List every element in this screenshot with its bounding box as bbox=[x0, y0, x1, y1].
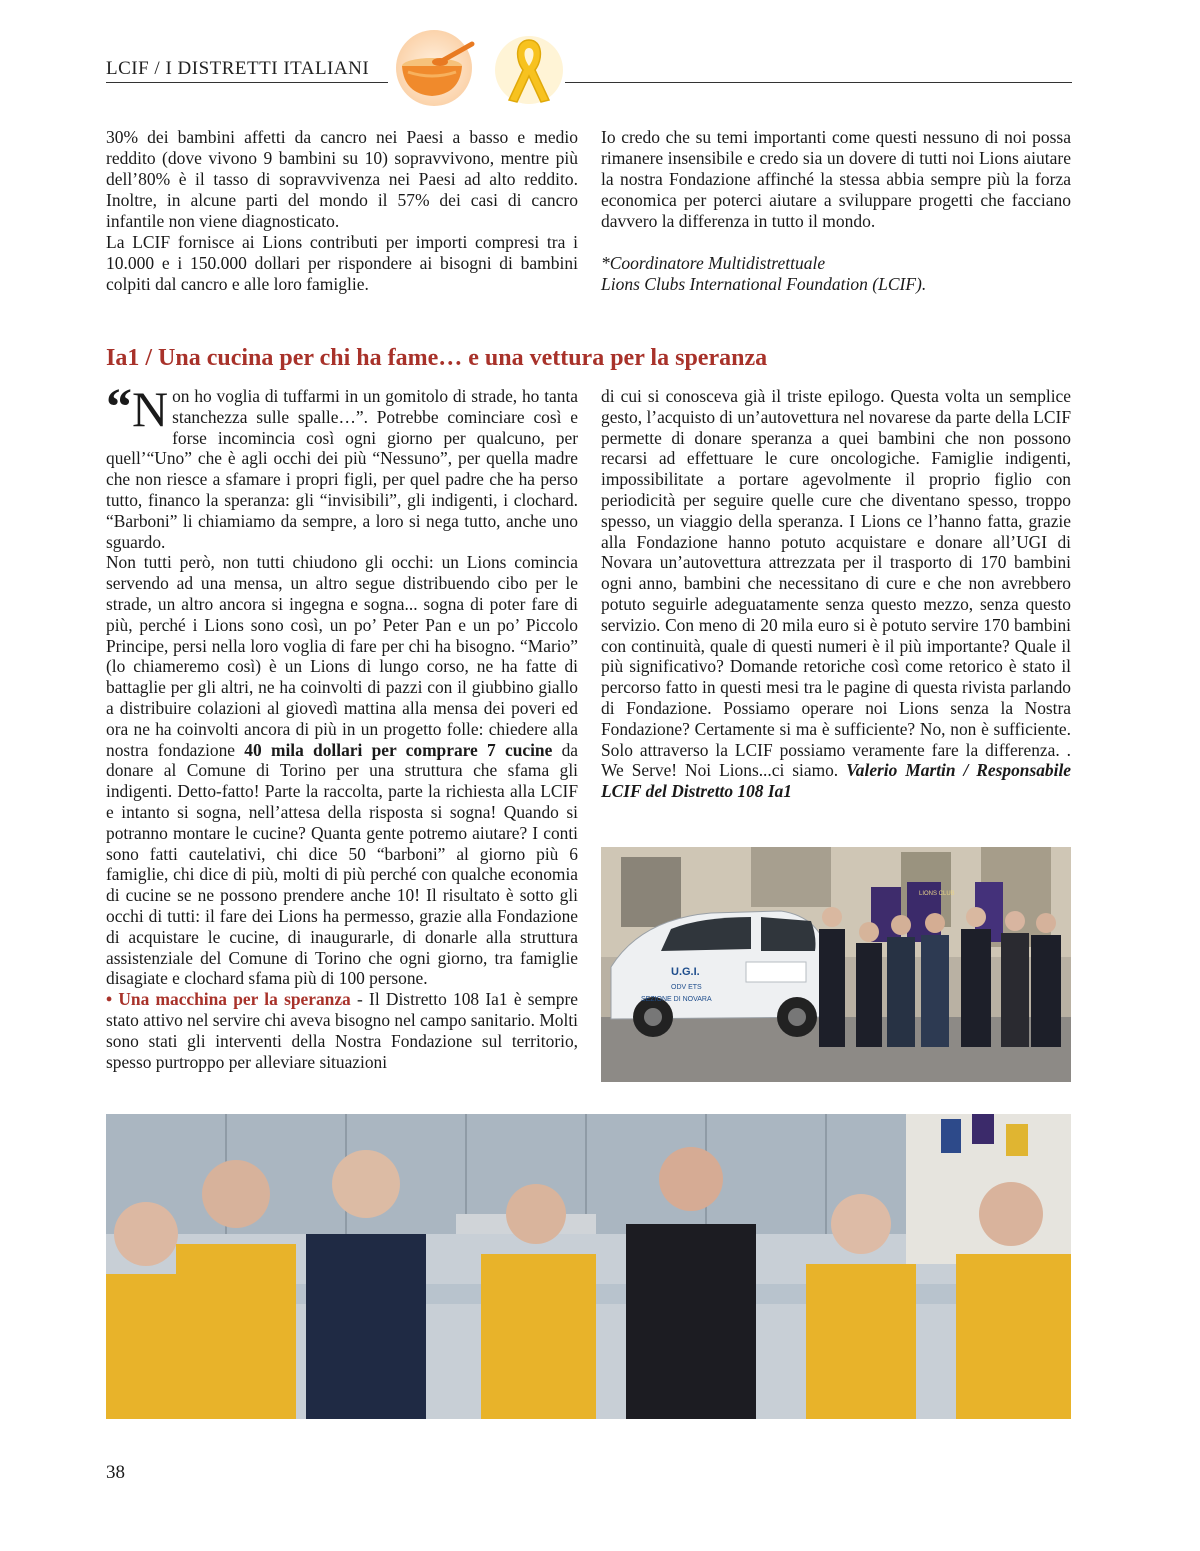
car-photo-scene bbox=[601, 847, 1071, 1082]
author-org: Lions Clubs International Foundation (LCIF). bbox=[601, 274, 927, 294]
kitchen-inauguration-photo bbox=[106, 1114, 1071, 1419]
article-paragraph-1-text: on ho voglia di tuffarmi in un gomitolo di strade, ho tanta stanchezza sulle spalle…”. Potrebbe cominciare così e forse incomincia così ogni giorno per qualcuno, per quell’“Uno” che è agli occhi dei più “Nessuno”, per quella madre che non riesce a sfamare i propri figli, per quel padre che ha perso tutto, financo la speranza: gli “invisibili”, gli indigenti, i clochard. “Barboni” li chiamiamo da sempre, a loro si nega tutto, anche uno sguardo. bbox=[106, 386, 578, 552]
car-branch-label: SEZIONE DI NOVARA bbox=[641, 996, 712, 1003]
article-column-2 bbox=[601, 386, 1071, 802]
dropcap-quote: “ bbox=[106, 379, 132, 436]
awareness-ribbon-icon bbox=[493, 30, 565, 108]
article-title: Ia1 / Una cucina per chi ha fame… e una vettura per la speranza bbox=[106, 345, 768, 371]
article-column-1 bbox=[106, 379, 579, 1072]
top-right-column bbox=[601, 127, 1071, 295]
article-paragraph-2 bbox=[106, 552, 578, 989]
article-paragraph-3 bbox=[106, 989, 578, 1072]
article-paragraph-1 bbox=[106, 379, 578, 552]
top-right-paragraph: Io credo che su temi importanti come questi nessuno di noi possa rimanere insensibile e credo sia un dovere di tutti noi Lions aiutare la nostra Fondazione affinché la stessa abbia sempre più la forza economica per poterci aiutare a sviluppare progetti che facciano davvero la differenza in tutto il mondo. bbox=[601, 127, 1071, 231]
subheading-car: • Una macchina per la speranza bbox=[106, 989, 351, 1010]
dropcap-letter: N bbox=[132, 381, 169, 437]
article-column-2-paragraph bbox=[601, 386, 1071, 802]
car-brand-label: U.G.I. bbox=[671, 966, 700, 978]
top-left-paragraph-1: 30% dei bambini affetti da cancro nei Paesi a basso e medio reddito (dove vivono 9 bambini su 10) sopravvivono, mentre più dell’80% è il tasso di sopravvivenza nei Paesi ad alto reddito. Inoltre, in alcune parti del mondo il 57% dei casi di cancro infantile non viene diagnosticato. bbox=[106, 127, 578, 231]
article-paragraph-2-rest: da donare al Comune di Torino per una struttura che sfama gli indigenti. Detto-fatto! Parte la raccolta, parte la richiesta alla LCIF e intanto si sogna, nell’attesa della risposta si sogna! Quando si potranno montare le cucine? Quanta gente potremo aiutare? I conti sono fatti cautelativi, chi dice 50 “barboni” al giorno più 6 famiglie, chi dice di più, molti di più perché con qualche economia di cucine se ne possono prendere anche 10! Il risultato è sotto gli occhi di tutti: il fare dei Lions ha permesso, grazie alla Fondazione di acquistare le cucine, di inaugurarle, di donarle alla struttura assistenziale del Comune di Torino che ogni giorno, tra famiglie disagiate e clochard sfama più di 100 persone. bbox=[106, 739, 579, 989]
page-number: 38 bbox=[106, 1462, 125, 1483]
top-left-paragraph-2: La LCIF fornisce ai Lions contributi per importi compresi tra i 10.000 e i 150.000 dollari per rispondere ai bisogni di bambini colpiti dal cancro e alle loro famiglie. bbox=[106, 232, 578, 294]
food-bowl-icon bbox=[388, 28, 480, 108]
header-rule-left bbox=[106, 82, 388, 83]
header-rule-right bbox=[565, 82, 1072, 83]
kitchen-photo-scene bbox=[106, 1114, 1071, 1419]
author-role: *Coordinatore Multidistrettuale bbox=[601, 253, 826, 273]
top-left-column bbox=[106, 127, 578, 295]
lions-banner-label: LIONS CLUB bbox=[919, 891, 955, 897]
section-label: LCIF / I DISTRETTI ITALIANI bbox=[106, 58, 370, 79]
article-column-2-text: di cui si conosceva già il triste epilogo. Questa volta un semplice gesto, l’acquisto di un’autovettura nel novarese da parte della LCIF permette di donare speranza a quei bambini che non possono recarsi ad effettuare le cure oncologiche. Famiglie indigenti, impossibilitate a portare agevolmente il proprio figlio con periodicità per seguire quelle cure che diventano spesso, troppo spesso, un viaggio della speranza. I Lions ce l’hanno fatta, grazie alla Fondazione hanno potuto acquistare e donare all’UGI di Novara un’autovettura attrezzata per il trasporto di 170 bambini ogni anno, bambini che necessitano di cure e che non avrebbero potuto seguirle adeguatamente senza questo mezzo, senza questo servizio. Con meno di 20 mila euro si è potuto servire 170 bambini con continuità, quale di questi numeri è il più importante? Quale il più significativo? Domande retoriche così come retorico è stato il percorso fatto in questi mesi tra le pagine di questa rivista parlando di Fondazione. Possiamo operare noi Lions senza la Nostra Fondazione? Certamente si ma è sufficiente? No, non è sufficiente. Solo attraverso la LCIF possiamo veramente fare la differenza. . We Serve! Noi Lions...ci siamo. bbox=[601, 386, 1071, 781]
article-paragraph-2-text: Non tutti però, non tutti chiudono gli occhi: un Lions comincia servendo ad una mensa, un altro segue distribuendo cibo per le strade, un altro ancora si ingegna e sogna... sogna di poter fare di più, perché i Lions sono così, un po’ Peter Pan e un po’ Piccolo Principe, persi nella loro voglia di fare per chi ha bisogno. “Mario” (lo chiameremo così) è un Lions di lungo corso, ne ha fatte di battaglie per gli altri, ne ha coinvolti di pazzi con il giubbino giallo a distribuire colazioni al giovedì mattina alla mensa dei poveri ed ora ne ha coinvolti ancora di più in un progetto folle: chiedere alla nostra fondazione bbox=[106, 552, 578, 760]
article-signature: Valerio Martin / Responsabile LCIF del Distretto 108 Ia1 bbox=[601, 760, 1072, 802]
car-donation-photo bbox=[601, 847, 1071, 1082]
article-paragraph-3-text: - Il Distretto 108 Ia1 è sempre stato attivo nel servire chi aveva bisogno nel campo sanitario. Molti sono stati gli interventi della Nostra Fondazione sul territorio, spesso purtroppo per alleviare situazioni bbox=[106, 989, 579, 1072]
highlight-amount: 40 mila dollari per comprare 7 cucine bbox=[244, 739, 553, 760]
car-sub-label: ODV ETS bbox=[671, 984, 702, 991]
